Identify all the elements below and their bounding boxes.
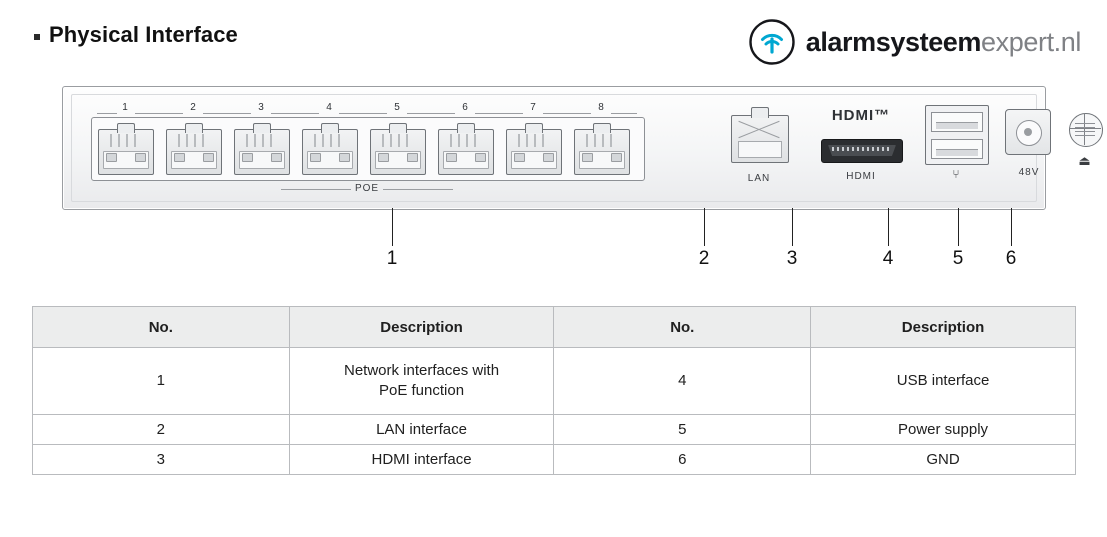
table-body xyxy=(33,348,1076,475)
page-title-group xyxy=(34,22,238,48)
rj45-contact xyxy=(390,134,392,147)
rj45-contact xyxy=(118,134,120,147)
ground-terminal-group xyxy=(1063,105,1107,203)
page-header xyxy=(0,0,1107,78)
rj45-contact xyxy=(450,134,452,147)
rj45-contact xyxy=(458,134,460,147)
poe-port-number-row xyxy=(91,103,643,117)
cell-desc-left: HDMI interface xyxy=(289,445,554,475)
cell-no-left: 1 xyxy=(33,348,290,415)
column-header-no-right: No. xyxy=(554,307,811,348)
rj45-led xyxy=(310,153,321,162)
cell-no-right: 4 xyxy=(554,348,811,415)
usb-slot xyxy=(931,112,983,132)
poe-rj45-port xyxy=(438,123,492,173)
table-row xyxy=(33,348,1076,415)
port-number-rule xyxy=(135,113,183,114)
ground-symbol: ⏏ xyxy=(1078,153,1092,168)
cell-no-left: 2 xyxy=(33,415,290,445)
rj45-contact xyxy=(322,134,324,147)
device-chassis xyxy=(62,86,1092,210)
rj45-contact xyxy=(186,134,188,147)
rj45-led xyxy=(203,153,214,162)
callout-number-5: 5 xyxy=(952,248,964,269)
ground-hatch xyxy=(1075,122,1095,136)
rj45-contact xyxy=(314,134,316,147)
rj45-led xyxy=(582,153,593,162)
rj45-contact xyxy=(382,134,384,147)
callout-leader xyxy=(792,208,793,246)
rj45-led xyxy=(446,153,457,162)
rj45-led xyxy=(543,153,554,162)
rj45-tab xyxy=(457,123,475,133)
callout-leader xyxy=(1011,208,1012,246)
hdmi-label: HDMI xyxy=(846,171,876,182)
callout-number-4: 4 xyxy=(882,248,894,269)
poe-port-group xyxy=(91,103,643,193)
rj45-contact xyxy=(466,134,468,147)
power-jack-pin xyxy=(1024,128,1032,136)
rj45-led xyxy=(174,153,185,162)
rj45-contact xyxy=(254,134,256,147)
rj45-contact xyxy=(270,134,272,147)
cell-desc-right: Power supply xyxy=(811,415,1076,445)
poe-port-number: 6 xyxy=(462,102,468,113)
lan-label: LAN xyxy=(747,173,771,184)
rj45-tab xyxy=(525,123,543,133)
device-rear-panel-diagram xyxy=(0,80,1107,290)
column-header-desc-left: Description xyxy=(289,307,554,348)
rj45-contact xyxy=(610,134,612,147)
column-header-desc-right: Description xyxy=(811,307,1076,348)
rj45-contact xyxy=(262,134,264,147)
rj45-tab xyxy=(117,123,135,133)
poe-port-number: 8 xyxy=(598,102,604,113)
port-number-rule xyxy=(203,113,251,114)
poe-rj45-port xyxy=(574,123,628,173)
brand-logo xyxy=(748,18,1081,66)
rj45-contact xyxy=(338,134,340,147)
poe-port-number: 3 xyxy=(258,102,264,113)
rj45-contact xyxy=(534,134,536,147)
rj45-tab xyxy=(253,123,271,133)
alarm-wave-logo-icon xyxy=(748,18,796,66)
port-number-rule xyxy=(543,113,591,114)
brand-name-primary: alarmsysteem xyxy=(805,26,982,57)
cell-desc-left: LAN interface xyxy=(289,415,554,445)
power-jack-icon xyxy=(1005,109,1051,155)
rj45-contact xyxy=(194,134,196,147)
rj45-led xyxy=(339,153,350,162)
table-row xyxy=(33,415,1076,445)
rj45-led xyxy=(475,153,486,162)
rj45-tab xyxy=(593,123,611,133)
port-number-rule xyxy=(475,113,523,114)
rj45-contact xyxy=(110,134,112,147)
poe-port-number: 1 xyxy=(122,102,128,113)
rj45-contact xyxy=(602,134,604,147)
rj45-tab xyxy=(389,123,407,133)
callout-number-6: 6 xyxy=(1005,248,1017,269)
poe-rj45-port xyxy=(370,123,424,173)
rj45-slot xyxy=(738,141,782,158)
hdmi-connector-icon xyxy=(821,139,903,163)
rj45-contact xyxy=(474,134,476,147)
callout-leader xyxy=(392,208,393,246)
callout-number-2: 2 xyxy=(698,248,710,269)
poe-rj45-port xyxy=(302,123,356,173)
rj45-contact xyxy=(406,134,408,147)
poe-rj45-port xyxy=(234,123,288,173)
rj45-contact xyxy=(594,134,596,147)
poe-port-number: 2 xyxy=(190,102,196,113)
usb-trident-icon: ⑂ xyxy=(952,167,960,181)
rj45-contact xyxy=(330,134,332,147)
callout-leader xyxy=(888,208,889,246)
callout-leader xyxy=(704,208,705,246)
rj45-tab xyxy=(751,107,769,118)
port-number-rule xyxy=(97,113,117,114)
page-title: Physical Interface xyxy=(49,22,238,47)
rj45-contact xyxy=(246,134,248,147)
port-number-rule xyxy=(339,113,387,114)
cell-desc-left-line1: Network interfaces with xyxy=(344,361,500,379)
port-number-rule xyxy=(611,113,637,114)
rj45-cross-detail xyxy=(737,120,781,138)
power-label: 48V xyxy=(1018,167,1040,178)
rj45-contact xyxy=(518,134,520,147)
cell-desc-right: USB interface xyxy=(811,348,1076,415)
square-bullet-icon xyxy=(34,34,40,40)
poe-port-number: 7 xyxy=(530,102,536,113)
table-header xyxy=(33,307,1076,348)
rj45-contact xyxy=(134,134,136,147)
rj45-contact xyxy=(202,134,204,147)
rj45-led xyxy=(106,153,117,162)
rj45-led xyxy=(378,153,389,162)
poe-port-number: 5 xyxy=(394,102,400,113)
interface-description-table xyxy=(32,306,1076,475)
hdmi-pins xyxy=(832,147,892,151)
rj45-led xyxy=(135,153,146,162)
column-header-no-left: No. xyxy=(33,307,290,348)
lan-port-group xyxy=(723,107,795,203)
table-row xyxy=(33,445,1076,475)
rj45-led xyxy=(611,153,622,162)
poe-port-number: 4 xyxy=(326,102,332,113)
poe-label: POE xyxy=(354,183,380,194)
callout-number-1: 1 xyxy=(386,248,398,269)
rj45-tab xyxy=(185,123,203,133)
usb-dual-connector xyxy=(925,105,989,165)
rj45-led xyxy=(514,153,525,162)
rj45-contact xyxy=(526,134,528,147)
poe-rj45-port xyxy=(506,123,560,173)
cell-no-left: 3 xyxy=(33,445,290,475)
usb-insert-bar xyxy=(936,149,978,156)
poe-rj45-port xyxy=(166,123,220,173)
rj45-contact xyxy=(586,134,588,147)
hdmi-wordmark: HDMI™ xyxy=(831,107,891,124)
rj45-tab xyxy=(321,123,339,133)
cell-desc-left-line2: PoE function xyxy=(379,382,465,399)
hdmi-port-group xyxy=(815,107,907,203)
rj45-contact xyxy=(398,134,400,147)
poe-rj45-port xyxy=(98,123,152,173)
cell-desc-left xyxy=(289,348,554,415)
port-number-rule xyxy=(271,113,319,114)
table-header-row xyxy=(33,307,1076,348)
rj45-contact xyxy=(178,134,180,147)
brand-name-secondary: expert.nl xyxy=(981,26,1081,57)
callout-leader xyxy=(958,208,959,246)
usb-slot xyxy=(931,139,983,159)
callout-number-3: 3 xyxy=(786,248,798,269)
cell-no-right: 6 xyxy=(554,445,811,475)
brand-logo-text xyxy=(806,27,1081,58)
cell-no-right: 5 xyxy=(554,415,811,445)
rj45-led xyxy=(407,153,418,162)
usb-port-group xyxy=(925,105,991,203)
rj45-led xyxy=(242,153,253,162)
rj45-contact xyxy=(126,134,128,147)
port-number-rule xyxy=(407,113,455,114)
callout-group xyxy=(0,208,1107,290)
rj45-contact xyxy=(542,134,544,147)
power-jack-group xyxy=(1001,105,1061,203)
usb-insert-bar xyxy=(936,122,978,129)
rj45-led xyxy=(271,153,282,162)
cell-desc-right: GND xyxy=(811,445,1076,475)
lan-rj45-port xyxy=(731,107,787,161)
